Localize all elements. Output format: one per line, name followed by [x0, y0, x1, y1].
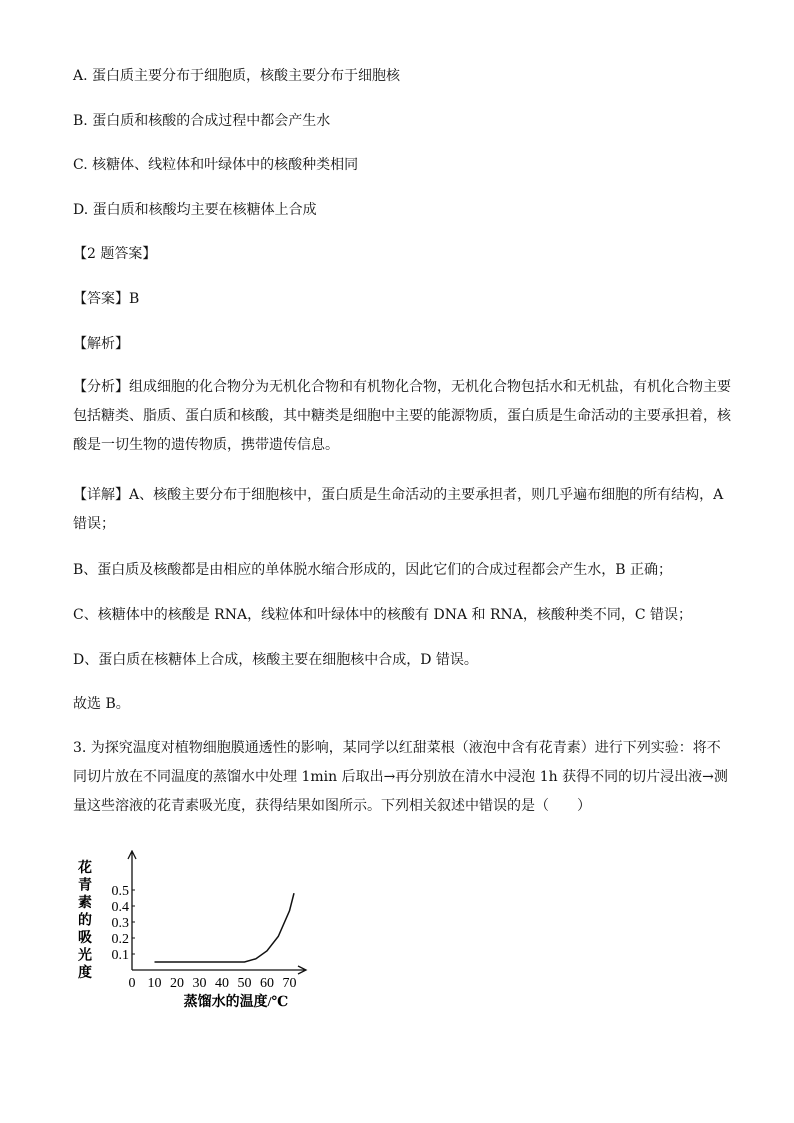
option-a: A. 蛋白质主要分布于细胞质，核酸主要分布于细胞核	[73, 68, 401, 84]
x-tick-label: 70	[282, 976, 297, 991]
y-tick-label: 0.3	[111, 916, 129, 931]
detail-c-line: C、核糖体中的核酸是 RNA，线粒体和叶绿体中的核酸有 DNA 和 RNA，核酸种类不同，C 错误；	[73, 607, 693, 623]
answer-header: 【2 题答案】	[73, 246, 157, 262]
detail-b-line: B、蛋白质及核酸都是由相应的单体脱水缩合形成的，因此它们的合成过程都会产生水，B 正确；	[73, 562, 673, 578]
x-tick-label: 20	[170, 976, 184, 991]
answer-line: 【答案】B	[73, 291, 140, 307]
absorbance-chart	[70, 850, 320, 1024]
x-tick-label: 50	[237, 976, 252, 991]
option-c: C. 核糖体、线粒体和叶绿体中的核酸种类相同	[73, 157, 359, 173]
option-d: D. 蛋白质和核酸均主要在核糖体上合成	[73, 202, 317, 218]
x-tick-label: 30	[192, 976, 207, 991]
x-tick-label: 10	[147, 976, 162, 991]
analysis-paragraph: 【分析】组成细胞的化合物分为无机化合物和有机物化合物，无机化合物包括水和无机盐，有机化合物主要包括糖类、脂质、蛋白质和核酸，其中糖类是细胞中主要的能源物质，蛋白质是生命活动的主要承担着，核酸是一切生物的遗传物质，携带遗传信息。	[73, 379, 731, 453]
x-axis-label: 蒸馏水的温度/℃	[183, 995, 289, 1010]
y-tick-label: 0.1	[111, 948, 129, 963]
y-tick-label: 0.5	[111, 884, 129, 899]
x-tick-label: 40	[215, 976, 229, 991]
detail-paragraph: 【详解】A、核酸主要分布于细胞核中，蛋白质是生命活动的主要承担者，则几乎遍布细胞的所有结构，A 错误；	[73, 487, 724, 532]
question-3-stem: 3. 为探究温度对植物细胞膜通透性的影响，某同学以红甜菜根（液泡中含有花青素）进行下列实验：将不同切片放在不同温度的蒸馏水中处理 1min 后取出→再分别放在清水中浸泡 1h 获得不同的切片浸出液→测量这些溶液的花青素吸光度，获得结果如图所示。下列相关叙述中错误的是（ ）	[73, 740, 728, 814]
conclusion-line: 故选 B。	[73, 696, 130, 712]
detail-d-line: D、蛋白质在核糖体上合成，核酸主要在细胞核中合成，D 错误。	[73, 652, 478, 668]
y-axis-label: 花青素的吸光度	[78, 861, 92, 981]
y-tick-label: 0.4	[111, 900, 129, 915]
series-line	[155, 893, 295, 962]
y-tick-label: 0.2	[111, 932, 129, 947]
x-tick-label: 0	[128, 976, 136, 991]
x-tick-label: 60	[260, 976, 274, 991]
analysis-header: 【解析】	[73, 336, 129, 352]
option-b: B. 蛋白质和核酸的合成过程中都会产生水	[73, 113, 331, 129]
